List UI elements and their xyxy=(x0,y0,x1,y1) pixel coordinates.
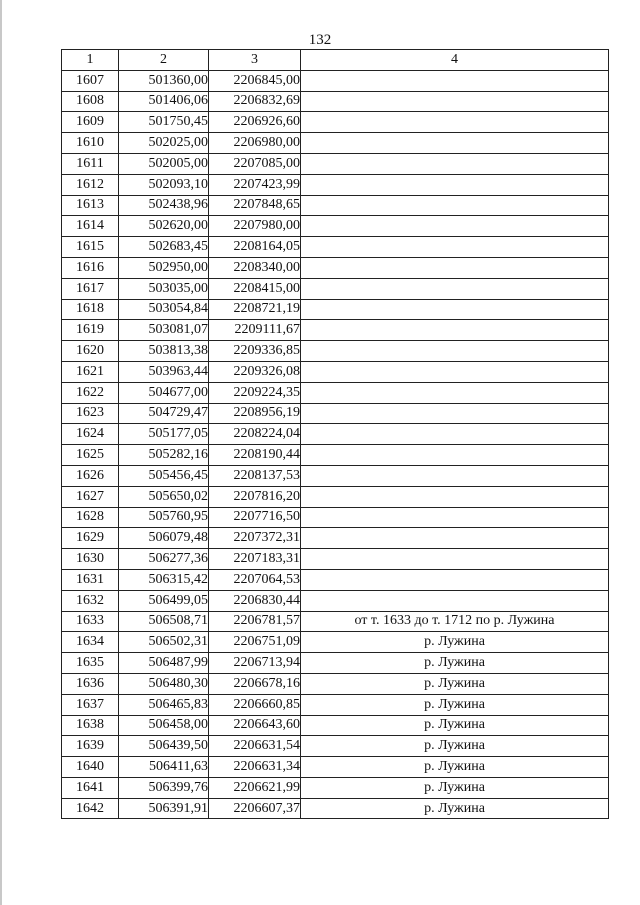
point-number-cell: 1629 xyxy=(62,528,119,549)
point-number-cell: 1607 xyxy=(62,70,119,91)
description-cell xyxy=(301,112,609,133)
x-coordinate-cell: 505282,16 xyxy=(119,445,209,466)
table-row xyxy=(62,590,609,611)
point-number-cell: 1621 xyxy=(62,361,119,382)
description-cell: р. Лужина xyxy=(301,715,609,736)
table-row xyxy=(62,257,609,278)
point-number-cell: 1638 xyxy=(62,715,119,736)
x-coordinate-cell: 506277,36 xyxy=(119,549,209,570)
x-coordinate-cell: 505456,45 xyxy=(119,465,209,486)
description-cell xyxy=(301,590,609,611)
y-coordinate-cell: 2206660,85 xyxy=(209,694,301,715)
description-cell xyxy=(301,403,609,424)
x-coordinate-cell: 503963,44 xyxy=(119,361,209,382)
y-coordinate-cell: 2207716,50 xyxy=(209,507,301,528)
description-cell: р. Лужина xyxy=(301,673,609,694)
x-coordinate-cell: 506411,63 xyxy=(119,757,209,778)
x-coordinate-cell: 506499,05 xyxy=(119,590,209,611)
description-cell xyxy=(301,507,609,528)
y-coordinate-cell: 2208137,53 xyxy=(209,465,301,486)
description-cell xyxy=(301,382,609,403)
table-row xyxy=(62,632,609,653)
point-number-cell: 1622 xyxy=(62,382,119,403)
table-row xyxy=(62,341,609,362)
y-coordinate-cell: 2207423,99 xyxy=(209,174,301,195)
y-coordinate-cell: 2206751,09 xyxy=(209,632,301,653)
description-cell xyxy=(301,549,609,570)
table-row xyxy=(62,777,609,798)
x-coordinate-cell: 501406,06 xyxy=(119,91,209,112)
description-cell xyxy=(301,361,609,382)
y-coordinate-cell: 2206830,44 xyxy=(209,590,301,611)
table-row xyxy=(62,153,609,174)
point-number-cell: 1630 xyxy=(62,549,119,570)
description-cell xyxy=(301,528,609,549)
y-coordinate-cell: 2206643,60 xyxy=(209,715,301,736)
y-coordinate-cell: 2209224,35 xyxy=(209,382,301,403)
table-header-row xyxy=(62,50,609,71)
x-coordinate-cell: 504729,47 xyxy=(119,403,209,424)
y-coordinate-cell: 2208164,05 xyxy=(209,237,301,258)
description-cell: р. Лужина xyxy=(301,653,609,674)
point-number-cell: 1637 xyxy=(62,694,119,715)
description-cell xyxy=(301,569,609,590)
x-coordinate-cell: 506487,99 xyxy=(119,653,209,674)
x-coordinate-cell: 502683,45 xyxy=(119,237,209,258)
point-number-cell: 1626 xyxy=(62,465,119,486)
description-cell xyxy=(301,153,609,174)
y-coordinate-cell: 2206845,00 xyxy=(209,70,301,91)
description-cell xyxy=(301,257,609,278)
x-coordinate-cell: 503035,00 xyxy=(119,278,209,299)
description-cell: от т. 1633 до т. 1712 по р. Лужина xyxy=(301,611,609,632)
point-number-cell: 1618 xyxy=(62,299,119,320)
x-coordinate-cell: 501750,45 xyxy=(119,112,209,133)
description-cell xyxy=(301,195,609,216)
column-header: 2 xyxy=(119,50,209,71)
description-cell xyxy=(301,91,609,112)
point-number-cell: 1608 xyxy=(62,91,119,112)
table-row xyxy=(62,653,609,674)
x-coordinate-cell: 505760,95 xyxy=(119,507,209,528)
y-coordinate-cell: 2206781,57 xyxy=(209,611,301,632)
y-coordinate-cell: 2207980,00 xyxy=(209,216,301,237)
point-number-cell: 1617 xyxy=(62,278,119,299)
point-number-cell: 1616 xyxy=(62,257,119,278)
y-coordinate-cell: 2208224,04 xyxy=(209,424,301,445)
table-row xyxy=(62,465,609,486)
table-row xyxy=(62,195,609,216)
point-number-cell: 1611 xyxy=(62,153,119,174)
table-row xyxy=(62,424,609,445)
y-coordinate-cell: 2208190,44 xyxy=(209,445,301,466)
description-cell xyxy=(301,174,609,195)
x-coordinate-cell: 503054,84 xyxy=(119,299,209,320)
x-coordinate-cell: 502025,00 xyxy=(119,133,209,154)
description-cell xyxy=(301,216,609,237)
table-row xyxy=(62,174,609,195)
point-number-cell: 1620 xyxy=(62,341,119,362)
y-coordinate-cell: 2207816,20 xyxy=(209,486,301,507)
table-row xyxy=(62,611,609,632)
y-coordinate-cell: 2208956,19 xyxy=(209,403,301,424)
point-number-cell: 1627 xyxy=(62,486,119,507)
x-coordinate-cell: 506079,48 xyxy=(119,528,209,549)
table-row xyxy=(62,403,609,424)
x-coordinate-cell: 506480,30 xyxy=(119,673,209,694)
table-row xyxy=(62,673,609,694)
column-header: 4 xyxy=(301,50,609,71)
x-coordinate-cell: 506502,31 xyxy=(119,632,209,653)
column-header: 3 xyxy=(209,50,301,71)
point-number-cell: 1642 xyxy=(62,798,119,819)
y-coordinate-cell: 2208721,19 xyxy=(209,299,301,320)
point-number-cell: 1640 xyxy=(62,757,119,778)
point-number-cell: 1625 xyxy=(62,445,119,466)
x-coordinate-cell: 505650,02 xyxy=(119,486,209,507)
point-number-cell: 1615 xyxy=(62,237,119,258)
y-coordinate-cell: 2207085,00 xyxy=(209,153,301,174)
y-coordinate-cell: 2209326,08 xyxy=(209,361,301,382)
point-number-cell: 1612 xyxy=(62,174,119,195)
x-coordinate-cell: 506465,83 xyxy=(119,694,209,715)
table-row xyxy=(62,549,609,570)
description-cell xyxy=(301,445,609,466)
x-coordinate-cell: 506439,50 xyxy=(119,736,209,757)
point-number-cell: 1631 xyxy=(62,569,119,590)
y-coordinate-cell: 2206631,34 xyxy=(209,757,301,778)
description-cell: р. Лужина xyxy=(301,694,609,715)
table-row xyxy=(62,112,609,133)
x-coordinate-cell: 506315,42 xyxy=(119,569,209,590)
point-number-cell: 1634 xyxy=(62,632,119,653)
y-coordinate-cell: 2209336,85 xyxy=(209,341,301,362)
point-number-cell: 1641 xyxy=(62,777,119,798)
x-coordinate-cell: 503081,07 xyxy=(119,320,209,341)
table-row xyxy=(62,736,609,757)
table-row xyxy=(62,216,609,237)
y-coordinate-cell: 2207183,31 xyxy=(209,549,301,570)
table-row xyxy=(62,715,609,736)
description-cell xyxy=(301,70,609,91)
point-number-cell: 1632 xyxy=(62,590,119,611)
x-coordinate-cell: 503813,38 xyxy=(119,341,209,362)
point-number-cell: 1619 xyxy=(62,320,119,341)
description-cell: р. Лужина xyxy=(301,736,609,757)
description-cell xyxy=(301,299,609,320)
description-cell xyxy=(301,320,609,341)
page-number: 132 xyxy=(308,32,332,48)
description-cell xyxy=(301,133,609,154)
table-row xyxy=(62,757,609,778)
y-coordinate-cell: 2206713,94 xyxy=(209,653,301,674)
table-row xyxy=(62,278,609,299)
point-number-cell: 1639 xyxy=(62,736,119,757)
x-coordinate-cell: 506399,76 xyxy=(119,777,209,798)
x-coordinate-cell: 502005,00 xyxy=(119,153,209,174)
table-row xyxy=(62,507,609,528)
y-coordinate-cell: 2207848,65 xyxy=(209,195,301,216)
table-row xyxy=(62,299,609,320)
y-coordinate-cell: 2207064,53 xyxy=(209,569,301,590)
table-row xyxy=(62,70,609,91)
x-coordinate-cell: 504677,00 xyxy=(119,382,209,403)
description-cell xyxy=(301,237,609,258)
x-coordinate-cell: 502620,00 xyxy=(119,216,209,237)
table-row xyxy=(62,237,609,258)
y-coordinate-cell: 2206980,00 xyxy=(209,133,301,154)
point-number-cell: 1610 xyxy=(62,133,119,154)
point-number-cell: 1628 xyxy=(62,507,119,528)
scan-edge xyxy=(0,0,2,905)
x-coordinate-cell: 506508,71 xyxy=(119,611,209,632)
description-cell xyxy=(301,465,609,486)
description-cell: р. Лужина xyxy=(301,757,609,778)
x-coordinate-cell: 506458,00 xyxy=(119,715,209,736)
x-coordinate-cell: 505177,05 xyxy=(119,424,209,445)
table-row xyxy=(62,569,609,590)
x-coordinate-cell: 506391,91 xyxy=(119,798,209,819)
point-number-cell: 1613 xyxy=(62,195,119,216)
point-number-cell: 1609 xyxy=(62,112,119,133)
table-row xyxy=(62,528,609,549)
point-number-cell: 1624 xyxy=(62,424,119,445)
table-row xyxy=(62,382,609,403)
coordinates-table xyxy=(61,49,609,819)
x-coordinate-cell: 502093,10 xyxy=(119,174,209,195)
table-row xyxy=(62,361,609,382)
description-cell: р. Лужина xyxy=(301,777,609,798)
y-coordinate-cell: 2208340,00 xyxy=(209,257,301,278)
table-row xyxy=(62,486,609,507)
point-number-cell: 1614 xyxy=(62,216,119,237)
description-cell xyxy=(301,341,609,362)
y-coordinate-cell: 2208415,00 xyxy=(209,278,301,299)
description-cell xyxy=(301,486,609,507)
y-coordinate-cell: 2206678,16 xyxy=(209,673,301,694)
y-coordinate-cell: 2206631,54 xyxy=(209,736,301,757)
description-cell xyxy=(301,424,609,445)
x-coordinate-cell: 502950,00 xyxy=(119,257,209,278)
point-number-cell: 1633 xyxy=(62,611,119,632)
table-row xyxy=(62,694,609,715)
x-coordinate-cell: 501360,00 xyxy=(119,70,209,91)
description-cell: р. Лужина xyxy=(301,798,609,819)
table-row xyxy=(62,798,609,819)
table-row xyxy=(62,320,609,341)
table-row xyxy=(62,91,609,112)
column-header: 1 xyxy=(62,50,119,71)
y-coordinate-cell: 2206607,37 xyxy=(209,798,301,819)
description-cell xyxy=(301,278,609,299)
point-number-cell: 1623 xyxy=(62,403,119,424)
y-coordinate-cell: 2206832,69 xyxy=(209,91,301,112)
y-coordinate-cell: 2206926,60 xyxy=(209,112,301,133)
table-row xyxy=(62,133,609,154)
x-coordinate-cell: 502438,96 xyxy=(119,195,209,216)
point-number-cell: 1636 xyxy=(62,673,119,694)
y-coordinate-cell: 2209111,67 xyxy=(209,320,301,341)
description-cell: р. Лужина xyxy=(301,632,609,653)
y-coordinate-cell: 2207372,31 xyxy=(209,528,301,549)
table-row xyxy=(62,445,609,466)
point-number-cell: 1635 xyxy=(62,653,119,674)
y-coordinate-cell: 2206621,99 xyxy=(209,777,301,798)
